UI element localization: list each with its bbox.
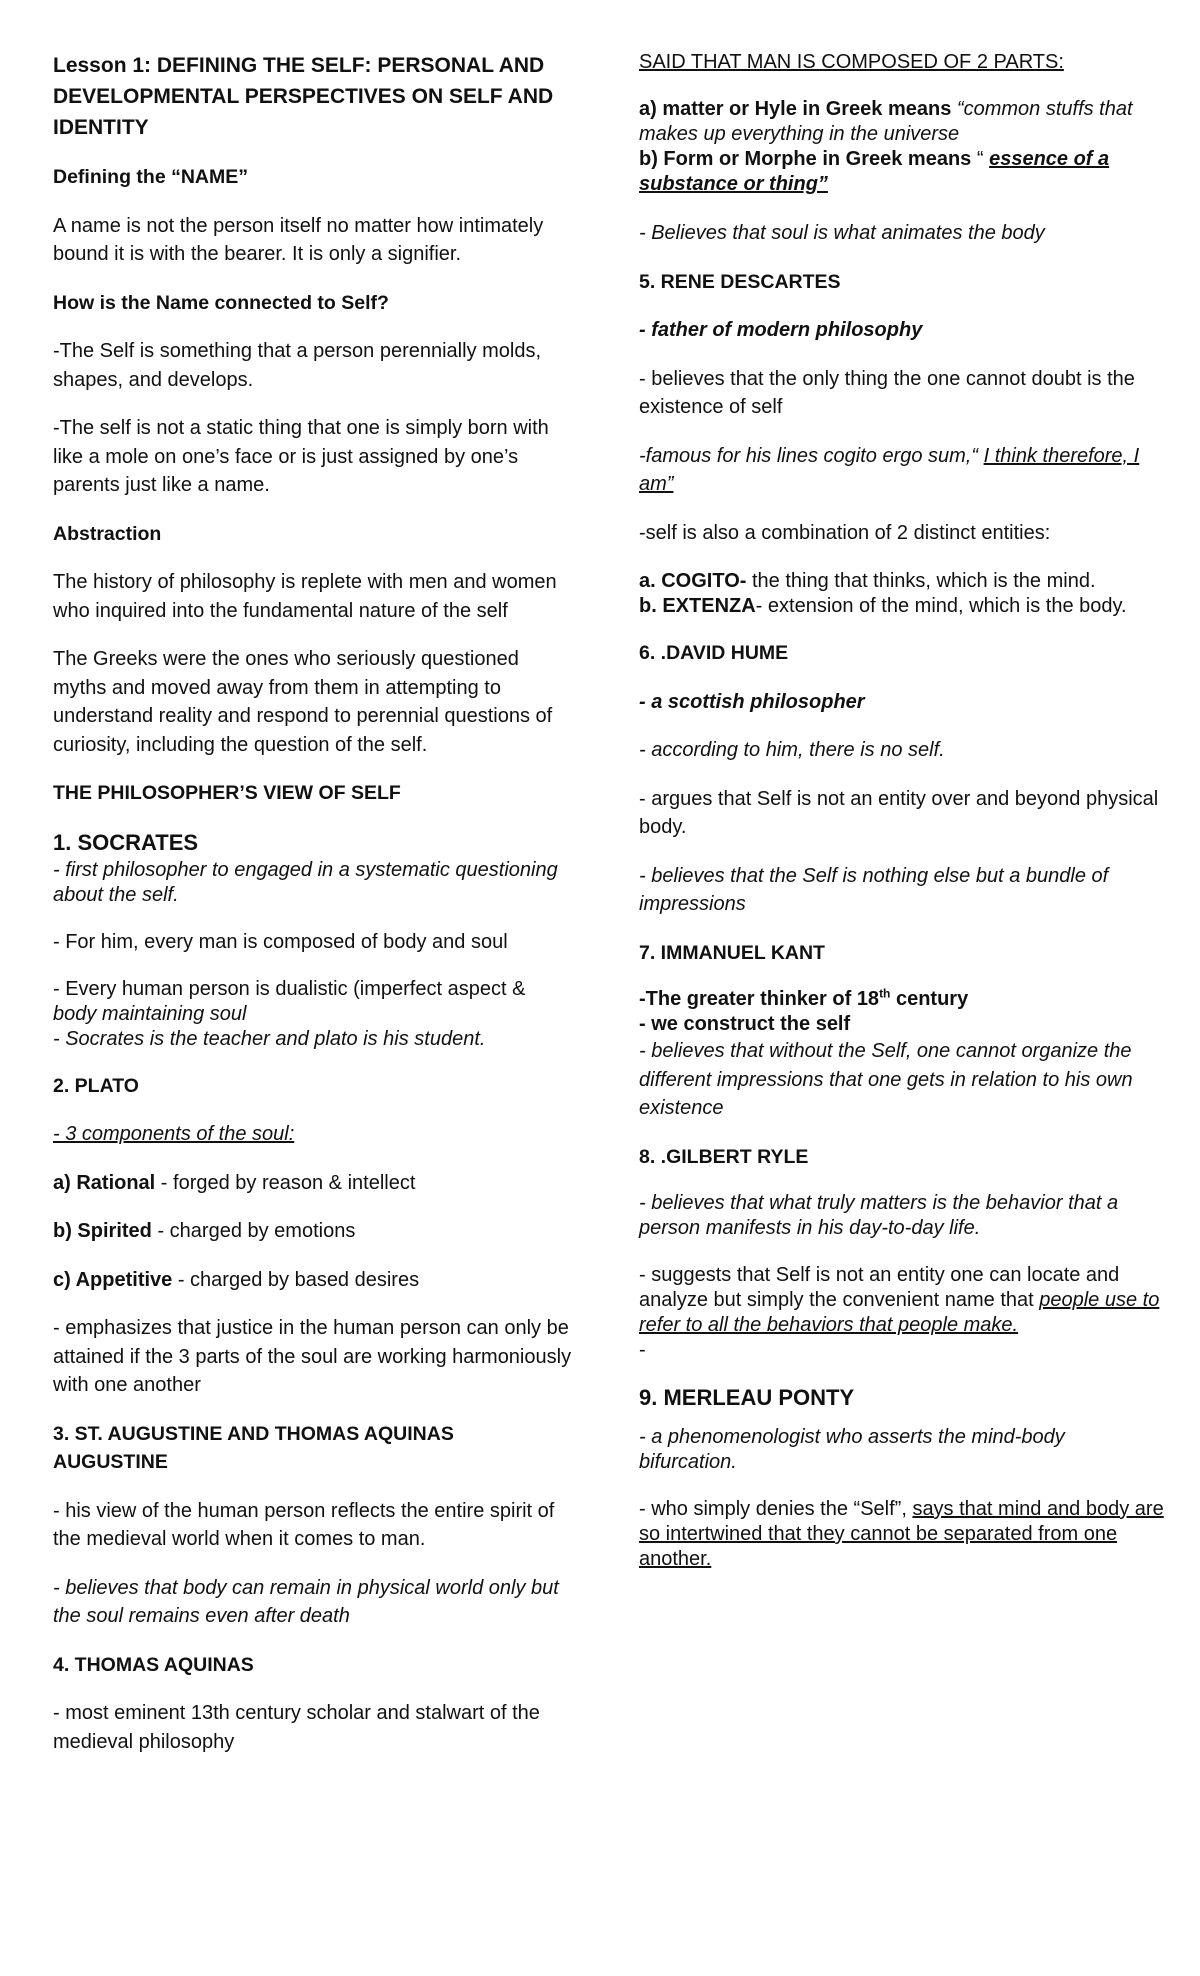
socrates-line-3-b: body maintaining soul bbox=[53, 1002, 247, 1025]
descartes-p2-a: -famous for his lines cogito ergo sum,“ bbox=[639, 444, 984, 467]
hume-p3: - believes that the Self is nothing else but a bundle of impressions bbox=[639, 864, 1109, 915]
abstraction-heading: Abstraction bbox=[53, 522, 162, 545]
form-text: essence of a substance or thing” bbox=[639, 148, 1110, 195]
augustine-heading: 3. ST. AUGUSTINE AND THOMAS AQUINAS AUGUSTINE bbox=[53, 1422, 454, 1473]
cogito-label: a. COGITO- bbox=[639, 570, 747, 592]
ryle-heading: 8. .GILBERT RYLE bbox=[639, 1145, 809, 1168]
ryle-p2-b: people use to refer to all the behaviors that people make. bbox=[639, 1289, 1160, 1336]
ponty-heading: 9. MERLEAU PONTY bbox=[639, 1385, 855, 1410]
ponty-p1: - a phenomenologist who asserts the mind-body bifurcation. bbox=[639, 1426, 1065, 1473]
socrates-heading: 1. SOCRATES bbox=[53, 829, 199, 855]
ryle-p1: - believes that what truly matters is the behavior that a person manifests in his day-to-day life. bbox=[639, 1192, 1119, 1239]
connected-p2: -The self is not a static thing that one is simply born with like a mole on one’s face or is just assigned by one’s parents just like a name. bbox=[53, 417, 549, 496]
plato-spirited bbox=[53, 1217, 573, 1246]
plato-components: - 3 components of the soul: bbox=[53, 1123, 295, 1145]
cogito-line bbox=[639, 569, 1164, 594]
socrates-line-3-a: - Every human person is dualistic (imperfect aspect & bbox=[53, 977, 526, 1000]
form-label: b) Form or Morphe in Greek means bbox=[639, 148, 972, 170]
descartes-p2 bbox=[639, 442, 1164, 499]
name-text: A name is not the person itself no matter how intimately bound it is with the bearer. It is only a signifier. bbox=[53, 214, 544, 265]
extenza-text: - extension of the mind, which is the body. bbox=[755, 595, 1127, 617]
ryle-p2-a: - suggests that Self is not an entity one can locate and analyze but simply the convenient name that bbox=[639, 1264, 1120, 1311]
plato-appetitive bbox=[53, 1266, 573, 1295]
abstraction-p2: The Greeks were the ones who seriously questioned myths and moved away from them in attempting to understand reality and respond to perennial questions of curiosity, including the question of the self. bbox=[53, 648, 553, 756]
left-column bbox=[53, 50, 573, 1756]
matter-text: “common stuffs that makes up everything in the universe bbox=[639, 98, 1133, 145]
socrates-line-2: - For him, every man is composed of body and soul bbox=[53, 930, 508, 953]
plato-rational bbox=[53, 1169, 573, 1198]
descartes-subheading: - father of modern philosophy bbox=[639, 319, 923, 341]
plato-heading: 2. PLATO bbox=[53, 1074, 139, 1097]
lesson-title: Lesson 1: DEFINING THE SELF: PERSONAL AND DEVELOPMENTAL PERSPECTIVES ON SELF AND IDENTITY bbox=[53, 54, 554, 139]
plato-appetitive-text: - charged by based desires bbox=[172, 1268, 420, 1291]
kant-line-1-b: century bbox=[890, 988, 969, 1010]
matter-line bbox=[639, 97, 1164, 147]
kant-line-1-sup: th bbox=[879, 986, 891, 1001]
socrates-line-3 bbox=[53, 977, 573, 1027]
plato-appetitive-label: c) Appetitive bbox=[53, 1268, 173, 1291]
descartes-p3: -self is also a combination of 2 distinct entities: bbox=[639, 521, 1051, 544]
socrates-line-4: - Socrates is the teacher and plato is his student. bbox=[53, 1027, 486, 1050]
hume-p2: - argues that Self is not an entity over and beyond physical body. bbox=[639, 787, 1159, 838]
kant-line-3: - believes that without the Self, one cannot organize the different impressions that one gets in relation to his own existence bbox=[639, 1040, 1133, 1119]
plato-spirited-label: b) Spirited bbox=[53, 1220, 152, 1242]
soul-animates: - Believes that soul is what animates the body bbox=[639, 222, 1045, 244]
kant-line-1-a: -The greater thinker of 18 bbox=[639, 988, 880, 1010]
matter-label: a) matter or Hyle in Greek means bbox=[639, 98, 957, 120]
kant-line-1 bbox=[639, 987, 1164, 1012]
ponty-p2-b: says that mind and body are so intertwined that they cannot be separated from one another. bbox=[639, 1498, 1164, 1570]
extenza-label: b. EXTENZA bbox=[639, 595, 756, 617]
augustine-p2: - believes that body can remain in physical world only but the soul remains even after death bbox=[53, 1576, 559, 1627]
hume-subheading: - a scottish philosopher bbox=[639, 690, 865, 713]
descartes-p1: - believes that the only thing the one cannot doubt is the existence of self bbox=[639, 367, 1135, 418]
composed-of-two-parts: SAID THAT MAN IS COMPOSED OF 2 PARTS: bbox=[639, 51, 1064, 73]
form-quote: “ bbox=[971, 148, 990, 170]
ryle-p2 bbox=[639, 1263, 1164, 1338]
hume-heading: 6. .DAVID HUME bbox=[639, 642, 789, 664]
plato-spirited-text: - charged by emotions bbox=[151, 1220, 356, 1242]
ryle-dash: - bbox=[639, 1339, 646, 1361]
abstraction-p1: The history of philosophy is replete with men and women who inquired into the fundamental nature of the self bbox=[53, 571, 557, 622]
right-column bbox=[639, 50, 1164, 1572]
kant-heading: 7. IMMANUEL KANT bbox=[639, 941, 825, 964]
ponty-p2 bbox=[639, 1497, 1164, 1572]
name-heading: Defining the “NAME” bbox=[53, 166, 248, 188]
socrates-line-1: - first philosopher to engaged in a systematic questioning about the self. bbox=[53, 858, 558, 906]
hume-p1: - according to him, there is no self. bbox=[639, 739, 945, 761]
descartes-p2-b: I think therefore, I am” bbox=[639, 444, 1140, 495]
ponty-p2-a: - who simply denies the “Self”, bbox=[639, 1498, 913, 1520]
plato-rational-label: a) Rational bbox=[53, 1171, 156, 1194]
connected-p1: -The Self is something that a person perennially molds, shapes, and develops. bbox=[53, 340, 542, 391]
connected-heading: How is the Name connected to Self? bbox=[53, 291, 389, 314]
plato-rational-text: - forged by reason & intellect bbox=[155, 1171, 416, 1194]
kant-line-2: - we construct the self bbox=[639, 1013, 851, 1035]
plato-justice: - emphasizes that justice in the human person can only be attained if the 3 parts of the soul are working harmoniously with one another bbox=[53, 1317, 572, 1396]
descartes-heading: 5. RENE DESCARTES bbox=[639, 270, 841, 293]
augustine-p1: - his view of the human person reflects the entire spirit of the medieval world when it comes to man. bbox=[53, 1499, 555, 1550]
cogito-text: the thing that thinks, which is the mind. bbox=[746, 570, 1096, 592]
philosophers-view-heading: THE PHILOSOPHER’S VIEW OF SELF bbox=[53, 782, 401, 804]
aquinas-heading: 4. THOMAS AQUINAS bbox=[53, 1653, 254, 1676]
form-line bbox=[639, 147, 1164, 197]
extenza-line bbox=[639, 594, 1164, 619]
aquinas-p1: - most eminent 13th century scholar and stalwart of the medieval philosophy bbox=[53, 1702, 540, 1753]
